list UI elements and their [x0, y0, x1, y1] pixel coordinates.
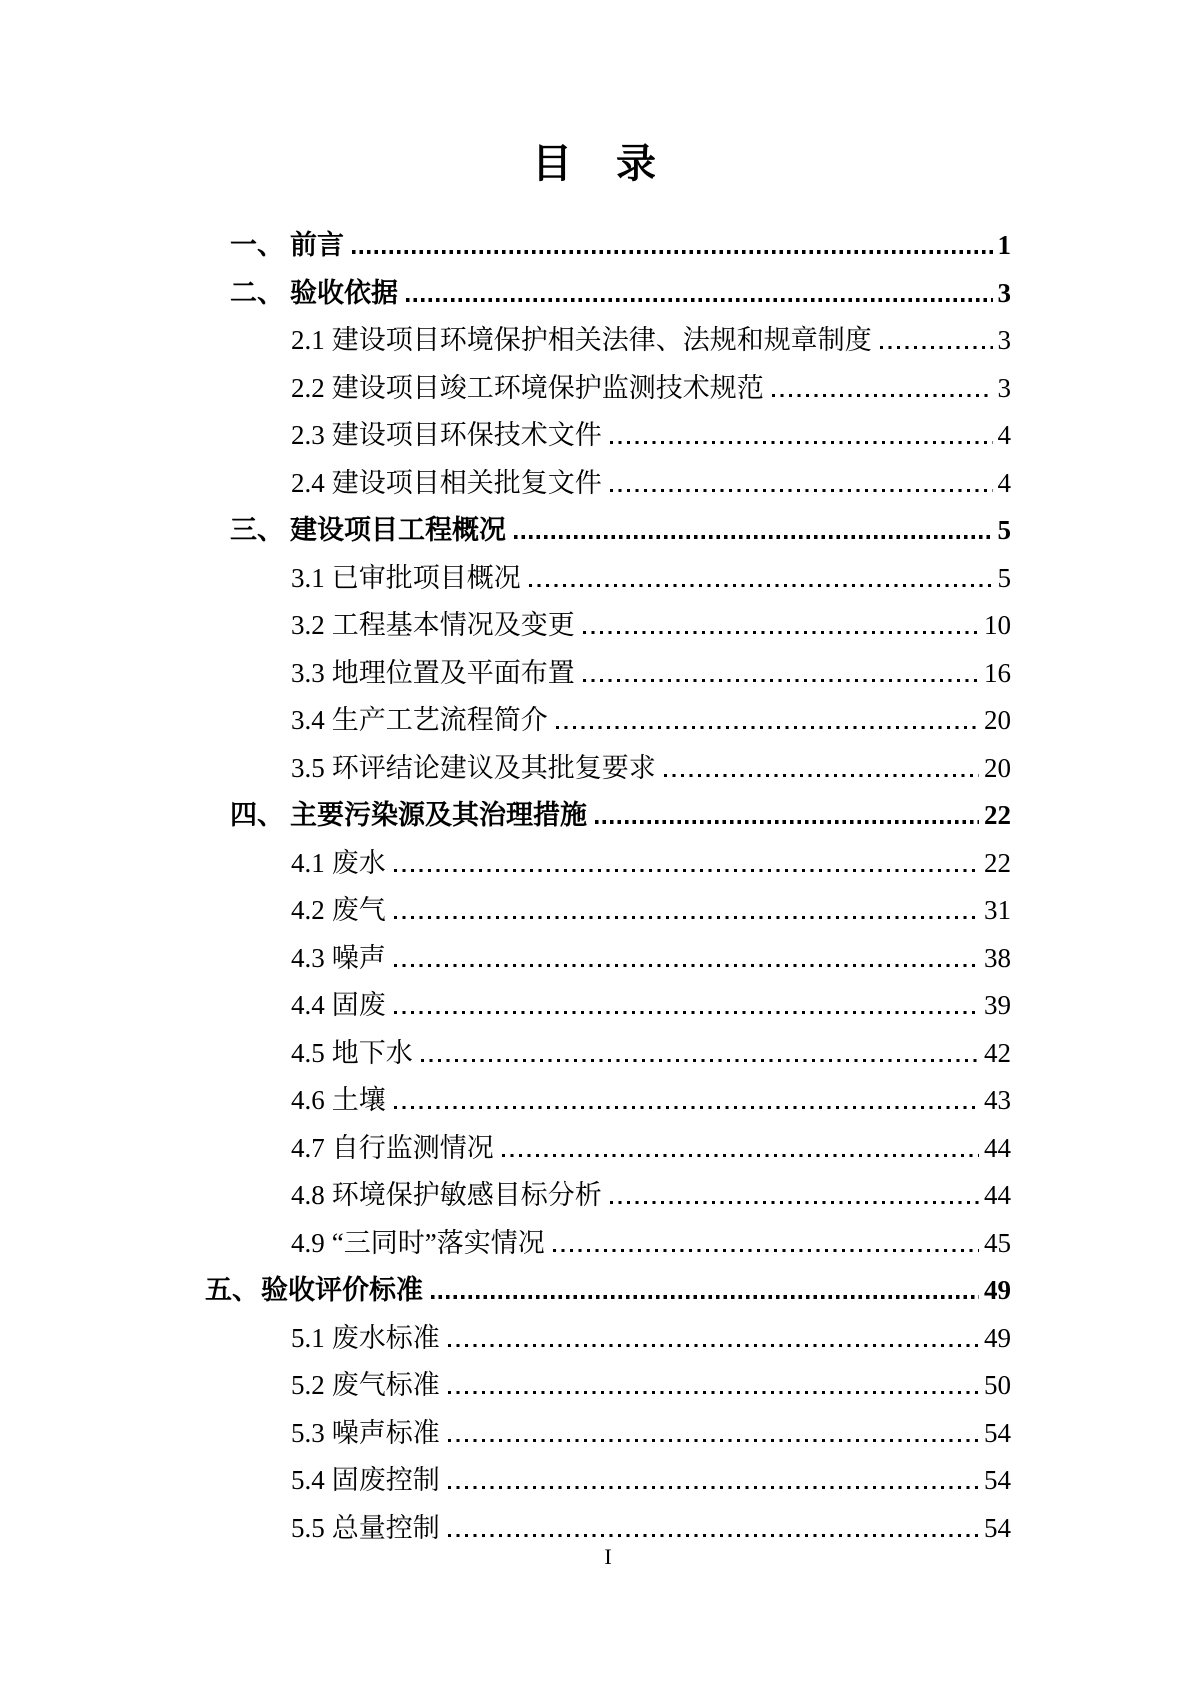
toc-entry-page: 39 [984, 990, 1011, 1020]
toc-entry-number: 4.9 [291, 1227, 325, 1258]
dot-leader [394, 916, 979, 919]
toc-entry-label: 废气 [331, 895, 386, 925]
dot-leader [394, 869, 979, 872]
toc-entry[interactable] [205, 1410, 1011, 1458]
toc-entry-label: “三同时”落实情况 [331, 1227, 545, 1258]
toc-entry-label: 土壤 [331, 1085, 386, 1115]
toc-entry-number: 2.4 [291, 467, 325, 498]
toc-entry-label: 建设项目环保技术文件 [331, 420, 602, 450]
toc-entry[interactable] [205, 222, 1011, 270]
toc-entry-number: 2.1 [291, 325, 325, 355]
dot-leader [529, 584, 993, 587]
toc-entry[interactable] [205, 507, 1011, 555]
toc-entry-number: 3.4 [291, 705, 325, 735]
page-number-footer: I [604, 1544, 612, 1569]
toc-entry-page: 44 [984, 1132, 1011, 1163]
dot-leader [394, 1011, 979, 1014]
toc-entry-label: 环评结论建议及其批复要求 [331, 752, 656, 783]
toc-entry-number: 四、 [230, 800, 284, 830]
toc-entry-number: 4.1 [291, 847, 325, 878]
toc-entry-page: 16 [984, 657, 1011, 688]
toc-entry[interactable] [205, 792, 1011, 840]
toc-entry-page: 43 [984, 1085, 1011, 1115]
toc-entry[interactable] [205, 1315, 1011, 1363]
toc-entry-label: 建设项目竣工环境保护监测技术规范 [331, 372, 764, 403]
dot-leader [352, 250, 993, 254]
toc-entry-page: 42 [984, 1037, 1011, 1068]
dot-leader [556, 726, 979, 729]
dot-leader [448, 1486, 979, 1489]
toc-entry-page: 50 [984, 1370, 1011, 1400]
toc-entry-page: 54 [984, 1512, 1011, 1543]
toc-entry[interactable] [205, 840, 1011, 888]
toc-entry-page: 20 [984, 705, 1011, 735]
toc-entry-label: 总量控制 [331, 1512, 440, 1543]
toc-entry-page: 54 [984, 1465, 1011, 1495]
toc-entry-label: 验收依据 [290, 277, 398, 308]
dot-leader [431, 1295, 979, 1299]
toc-entry-label: 建设项目相关批复文件 [331, 467, 602, 498]
toc-entry[interactable] [205, 1125, 1011, 1173]
toc-entry-label: 地下水 [331, 1037, 413, 1068]
toc-entry-page: 3 [997, 325, 1011, 355]
toc-entry-label: 噪声 [331, 942, 386, 973]
dot-leader [610, 489, 993, 492]
toc-entry[interactable] [205, 1362, 1011, 1410]
dot-leader [583, 631, 979, 634]
toc-entry-number: 五、 [205, 1275, 259, 1305]
dot-leader [448, 1439, 979, 1442]
toc-entry-label: 自行监测情况 [331, 1132, 494, 1163]
dot-leader [502, 1154, 979, 1157]
toc-entry-label: 前言 [290, 230, 344, 260]
toc-entry[interactable] [205, 650, 1011, 698]
toc-entry[interactable] [205, 745, 1011, 793]
dot-leader [772, 394, 993, 397]
toc-entry[interactable] [205, 1077, 1011, 1125]
toc-entry[interactable] [205, 365, 1011, 413]
dot-leader [394, 964, 979, 967]
toc-entry-label: 废水 [331, 847, 386, 878]
toc-entry-page: 44 [984, 1180, 1011, 1210]
toc-entry-number: 4.7 [291, 1132, 325, 1163]
toc-entry-label: 固废 [331, 990, 386, 1020]
toc-entry-number: 5.4 [291, 1465, 325, 1495]
toc-entry-page: 22 [984, 847, 1011, 878]
toc-entry-page: 54 [984, 1417, 1011, 1448]
toc-entry[interactable] [205, 317, 1011, 365]
toc-entry-page: 31 [984, 895, 1011, 925]
toc-entry-label: 废水标准 [331, 1322, 440, 1353]
toc-entry-page: 4 [997, 420, 1011, 450]
toc-entry-page: 3 [997, 372, 1011, 403]
dot-leader [610, 1201, 979, 1204]
toc-entry-number: 5.5 [291, 1512, 325, 1543]
toc-entry[interactable] [205, 1267, 1011, 1315]
dot-leader [610, 441, 993, 444]
toc-entry[interactable] [205, 1220, 1011, 1268]
toc-entry-number: 4.2 [291, 895, 325, 925]
dot-leader [880, 346, 993, 349]
toc-entry[interactable] [205, 982, 1011, 1030]
toc-entry-number: 2.2 [291, 372, 325, 403]
toc-entry-label: 生产工艺流程简介 [331, 705, 548, 735]
toc-entry-page: 22 [984, 800, 1011, 830]
toc-entry-number: 三、 [230, 515, 284, 545]
toc-entry-label: 主要污染源及其治理措施 [290, 800, 587, 830]
toc-entry-number: 4.6 [291, 1085, 325, 1115]
toc-entry[interactable] [205, 887, 1011, 935]
toc-entry-label: 建设项目工程概况 [290, 515, 506, 545]
toc-entry[interactable] [205, 270, 1011, 318]
toc-entry-label: 工程基本情况及变更 [331, 610, 575, 640]
toc-entry-label: 已审批项目概况 [331, 562, 521, 593]
toc-entry-number: 4.3 [291, 942, 325, 973]
dot-leader [448, 1391, 979, 1394]
dot-leader [514, 535, 993, 539]
toc-entry[interactable] [205, 555, 1011, 603]
toc-entry-label: 验收评价标准 [261, 1275, 423, 1305]
toc-entry-label: 固废控制 [331, 1465, 440, 1495]
dot-leader [664, 774, 979, 777]
toc-entry-page: 49 [984, 1275, 1011, 1305]
toc-entry-number: 3.1 [291, 562, 325, 593]
toc-entry-label: 噪声标准 [331, 1417, 440, 1448]
toc-entry[interactable] [205, 1457, 1011, 1505]
toc-entry-number: 5.3 [291, 1417, 325, 1448]
dot-leader [448, 1534, 979, 1537]
toc-entry[interactable] [205, 935, 1011, 983]
toc-entry-number: 4.5 [291, 1037, 325, 1068]
table-of-contents [205, 222, 1011, 1552]
toc-entry-page: 20 [984, 752, 1011, 783]
toc-entry[interactable] [205, 412, 1011, 460]
toc-entry-page: 1 [997, 230, 1011, 260]
toc-entry-label: 地理位置及平面布置 [331, 657, 575, 688]
toc-entry[interactable] [205, 1172, 1011, 1220]
toc-entry-page: 4 [997, 467, 1011, 498]
dot-leader [583, 679, 979, 682]
dot-leader [421, 1059, 979, 1062]
dot-leader [394, 1106, 979, 1109]
toc-entry-number: 4.4 [291, 990, 325, 1020]
dot-leader [406, 298, 993, 302]
toc-entry-number: 2.3 [291, 420, 325, 450]
toc-entry[interactable] [205, 1030, 1011, 1078]
toc-entry-number: 3.3 [291, 657, 325, 688]
toc-entry-number: 3.5 [291, 752, 325, 783]
toc-entry-number: 3.2 [291, 610, 325, 640]
toc-entry-page: 38 [984, 942, 1011, 973]
toc-entry-page: 49 [984, 1322, 1011, 1353]
toc-entry-number: 一、 [230, 230, 284, 260]
toc-entry-label: 环境保护敏感目标分析 [331, 1180, 602, 1210]
toc-entry-number: 5.1 [291, 1322, 325, 1353]
page-title: 目 录 [532, 141, 658, 186]
toc-entry-page: 3 [997, 277, 1011, 308]
toc-entry[interactable] [205, 697, 1011, 745]
toc-entry-number: 5.2 [291, 1370, 325, 1400]
toc-entry-label: 废气标准 [331, 1370, 440, 1400]
dot-leader [553, 1249, 979, 1252]
toc-entry-number: 二、 [230, 277, 284, 308]
dot-leader [595, 820, 979, 824]
toc-entry-page: 5 [997, 562, 1011, 593]
toc-entry-page: 45 [984, 1227, 1011, 1258]
toc-entry-label: 建设项目环境保护相关法律、法规和规章制度 [331, 325, 872, 355]
toc-entry[interactable] [205, 602, 1011, 650]
toc-entry[interactable] [205, 460, 1011, 508]
toc-entry-page: 10 [984, 610, 1011, 640]
toc-entry-page: 5 [997, 515, 1011, 545]
toc-entry-number: 4.8 [291, 1180, 325, 1210]
dot-leader [448, 1344, 979, 1347]
